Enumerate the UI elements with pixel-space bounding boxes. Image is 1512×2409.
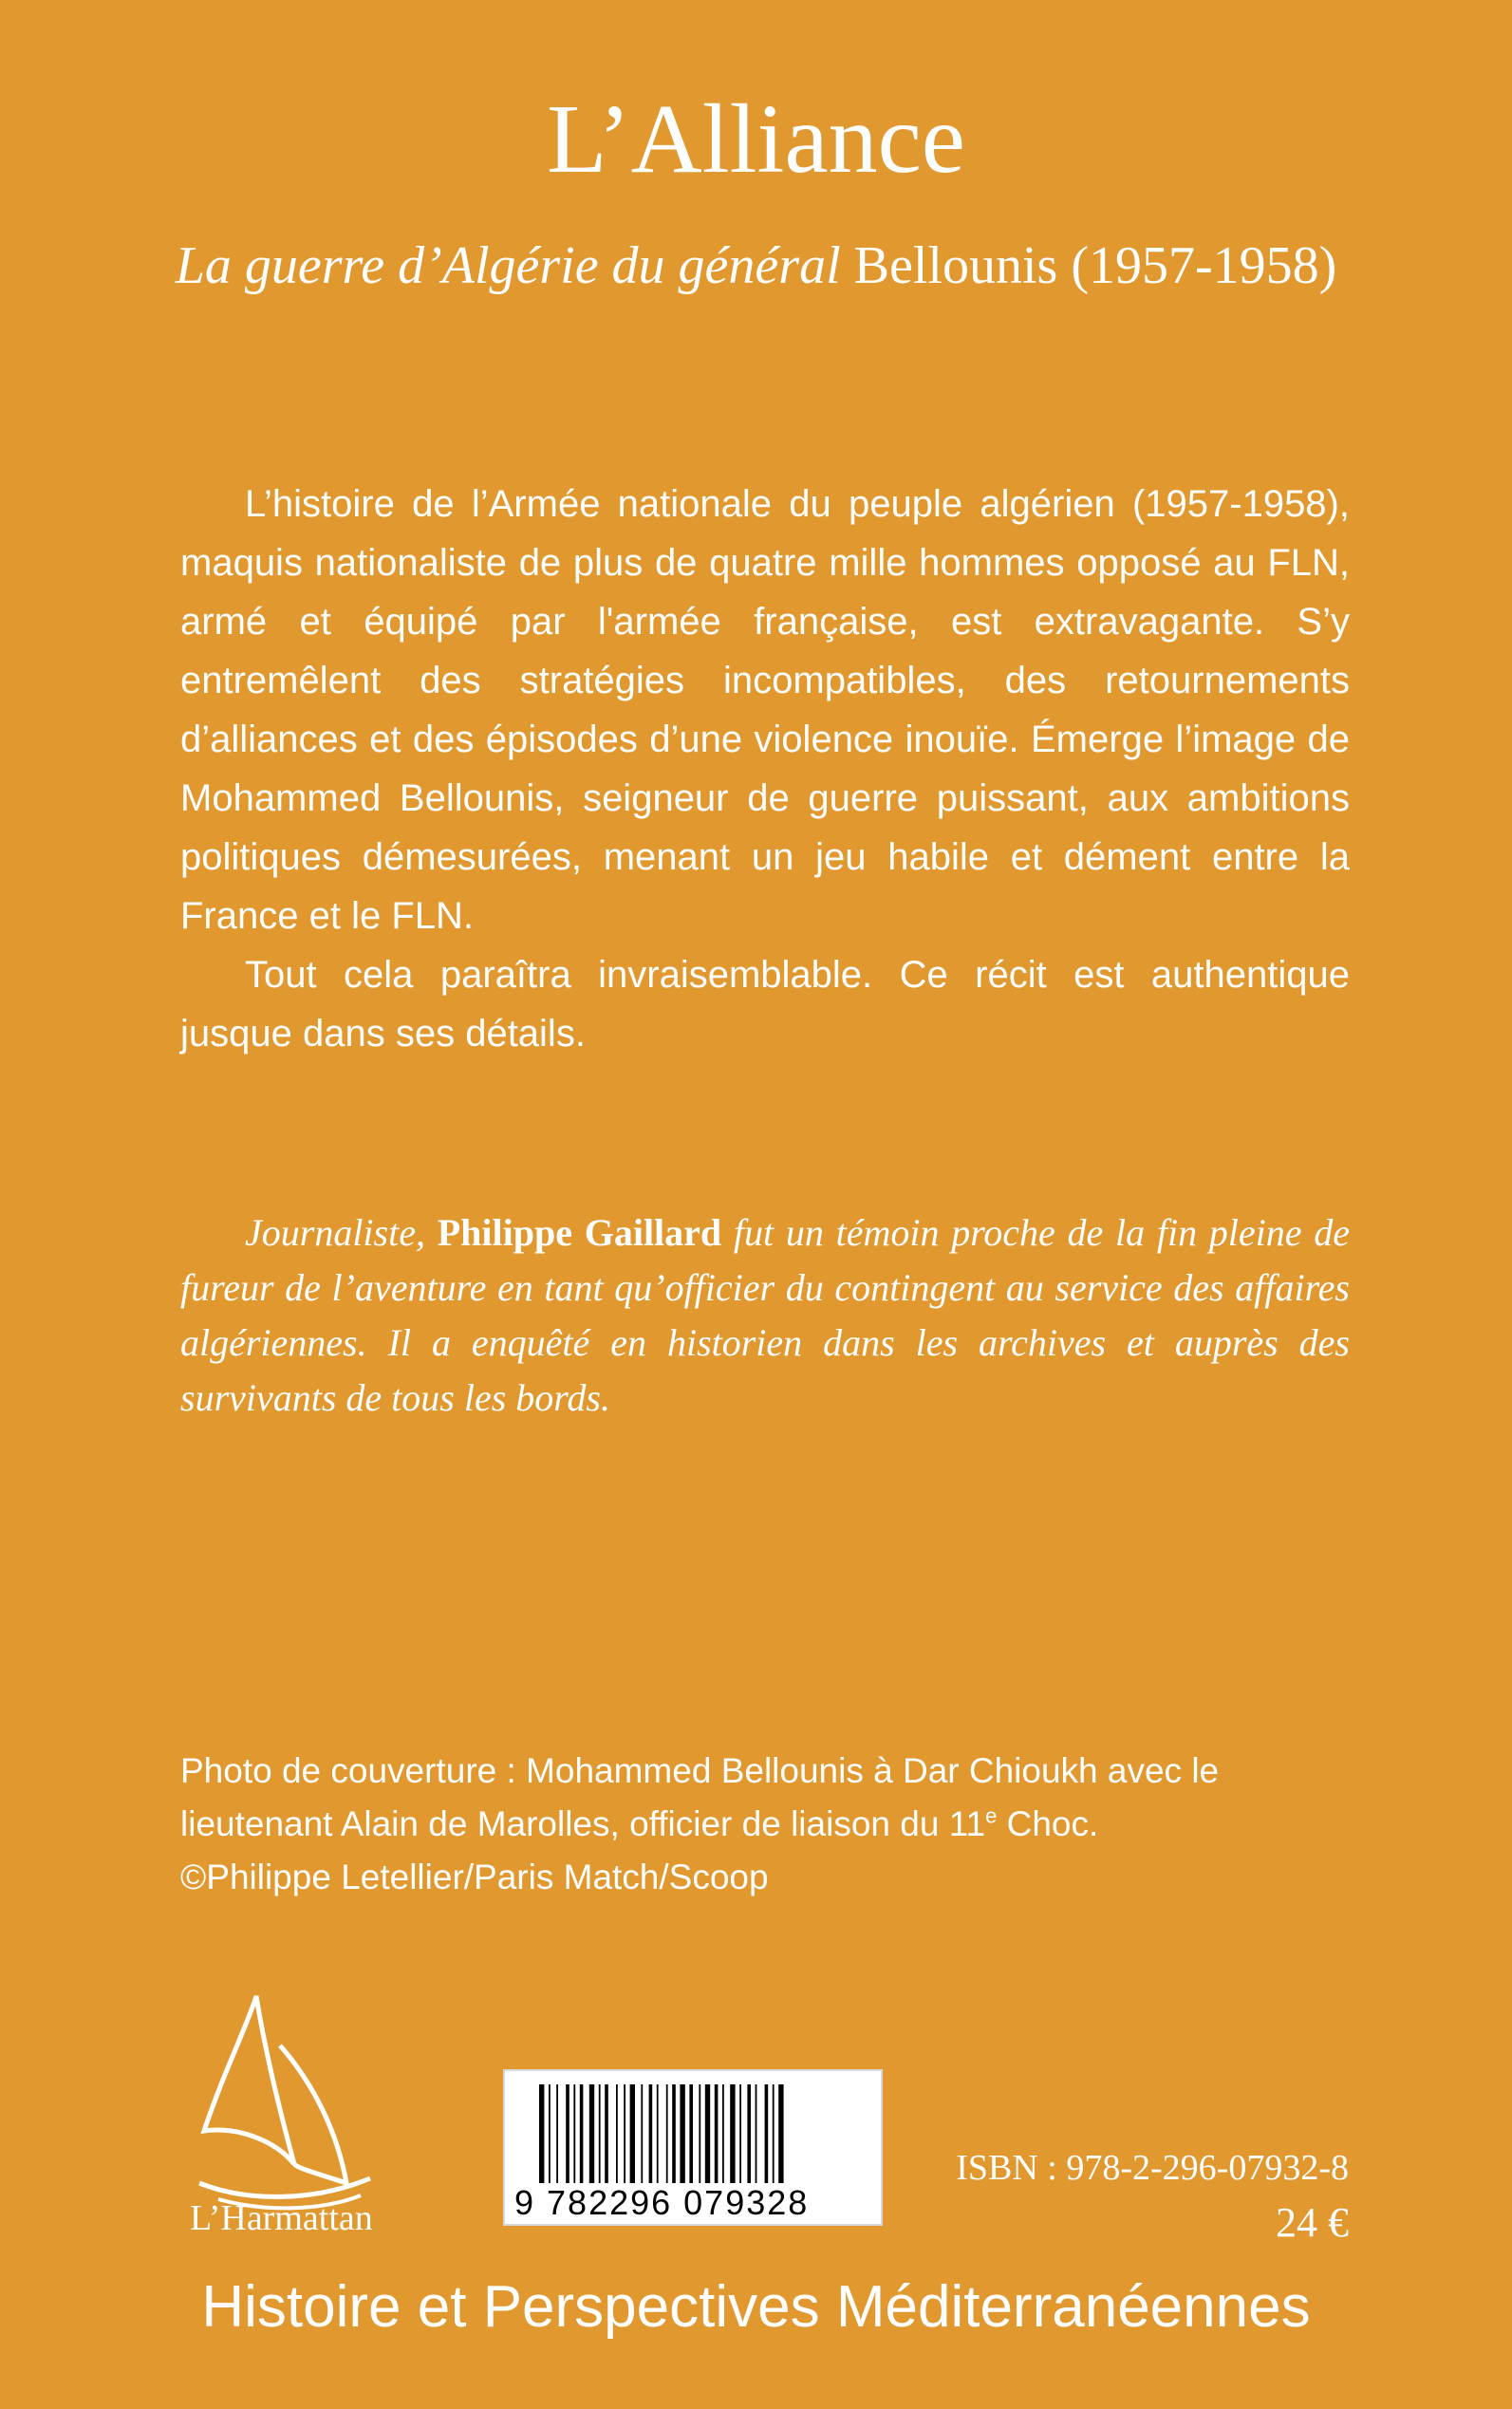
barcode-bar	[580, 2084, 584, 2183]
author-bio	[180, 1205, 1350, 1426]
barcode-bar	[605, 2084, 608, 2183]
barcode-bar	[680, 2084, 684, 2183]
barcode-bar	[773, 2084, 775, 2183]
barcode-bar	[730, 2084, 735, 2183]
subtitle-name: Bellounis	[853, 236, 1058, 295]
barcode-bar	[756, 2084, 757, 2183]
barcode-bar	[566, 2084, 569, 2183]
barcode-bar	[630, 2084, 635, 2183]
barcode-bar	[556, 2084, 558, 2183]
isbn: ISBN : 978-2-296-07932-8	[956, 2148, 1349, 2188]
barcode-bar	[778, 2084, 783, 2183]
barcode-bar	[705, 2084, 710, 2183]
barcode-bar	[765, 2084, 769, 2183]
book-subtitle	[0, 237, 1512, 296]
barcode-digits: 9 782296 079328	[514, 2183, 810, 2222]
credit-line-2: lieutenant Alain de Marolles, officier de liaison du 11	[180, 1804, 986, 1843]
barcode-bar	[672, 2084, 676, 2183]
credit-line-1: Photo de couverture : Mohammed Bellounis à Dar Chioukh avec le	[180, 1751, 1220, 1790]
barcode-bar	[616, 2084, 618, 2183]
barcode-bar	[549, 2084, 551, 2183]
price: 24 €	[1276, 2199, 1349, 2246]
book-title: L’Alliance	[547, 84, 965, 194]
barcode-bar	[589, 2084, 594, 2183]
barcode-bar	[624, 2084, 625, 2183]
credit-line-3: ©Philippe Letellier/Paris Match/Scoop	[180, 1858, 769, 1896]
publisher-name: L’Harmattan	[190, 2198, 373, 2238]
barcode-bar	[649, 2084, 653, 2183]
barcode-bar	[539, 2084, 544, 2183]
barcode-bar	[689, 2084, 693, 2183]
author-name: Philippe Gaillard	[437, 1211, 722, 1254]
barcode-bar	[699, 2084, 700, 2183]
subtitle-years: (1957-1958)	[1071, 236, 1337, 295]
barcode-bar	[666, 2084, 668, 2183]
summary-paragraph-1: L’histoire de l’Armée nationale du peuple algérien (1957-1958), maquis nationaliste de plus de quatre mille hommes opposé au FLN, armé et équipé par l'armée française, est extravagante. S’y entremêlent des stratégies incompatibles, des retournements d’alliances et des épisodes d’une violence inouïe. Émerge l’image de Mohammed Bellounis, seigneur de guerre puissant, aux ambitions politiques démesurées, menant un jeu habile et dément entre la France et le FLN.	[180, 483, 1350, 937]
credit-line-2-end: Choc.	[997, 1804, 1099, 1843]
bio-lead: Journaliste,	[245, 1211, 425, 1254]
barcode-bars	[539, 2084, 852, 2183]
photo-credit	[180, 1745, 1350, 1904]
series-title: Histoire et Perspectives Méditerranéennes	[201, 2274, 1311, 2340]
barcode	[503, 2069, 883, 2226]
summary	[180, 475, 1350, 1063]
credit-superscript: e	[985, 1803, 998, 1828]
summary-paragraph-2: Tout cela paraîtra invraisemblable. Ce récit est authentique jusque dans ses détails.	[180, 954, 1350, 1055]
barcode-bar	[739, 2084, 741, 2183]
subtitle-text: La guerre d’Algérie du général	[175, 236, 841, 295]
barcode-bar	[573, 2084, 575, 2183]
bio-text: fut un témoin proche de la fin pleine de fureur de l’aventure en tant qu’officier du contingent au service des affaires algériennes. Il a enquêté en historien dans les archives et auprès des survivants de tous les bords.	[180, 1211, 1351, 1419]
barcode-bar	[657, 2084, 659, 2183]
barcode-bar	[599, 2084, 601, 2183]
barcode-bar	[641, 2084, 643, 2183]
barcode-bar	[715, 2084, 719, 2183]
barcode-bar	[722, 2084, 724, 2183]
barcode-bar	[747, 2084, 751, 2183]
